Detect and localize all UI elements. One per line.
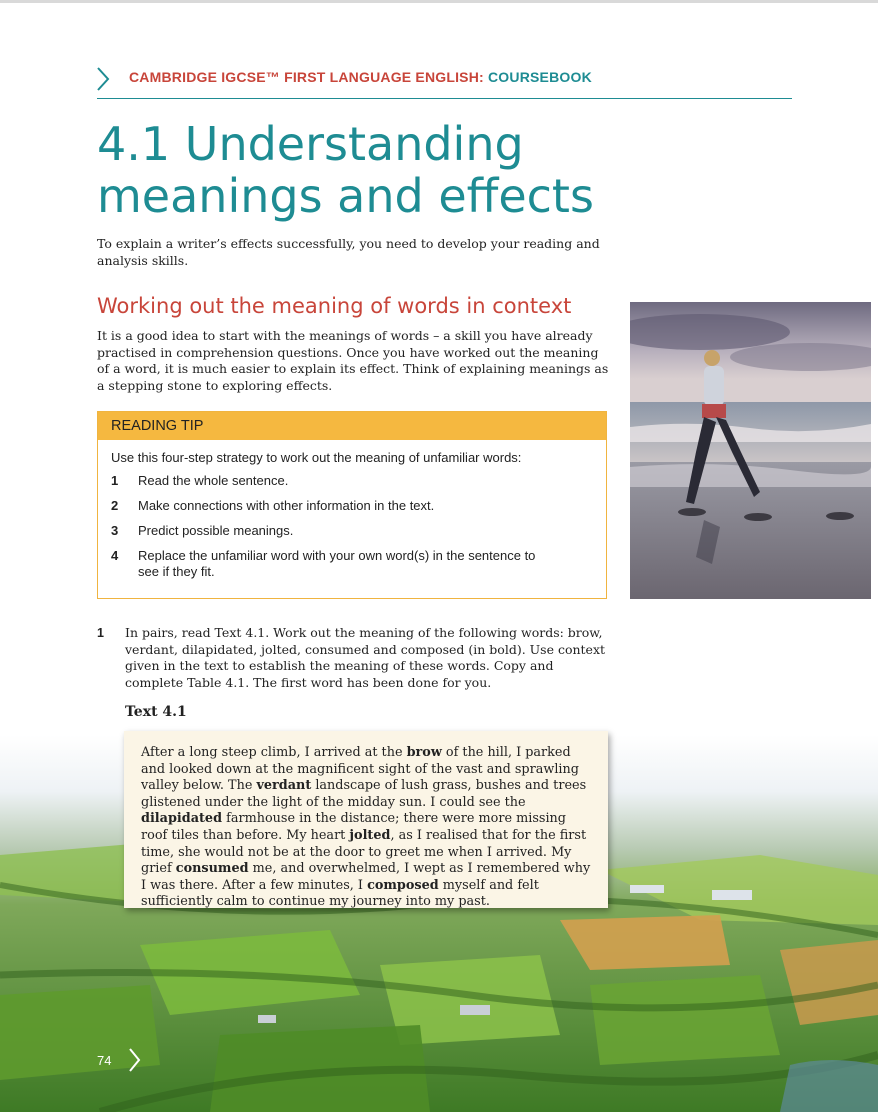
text-4-1-passage [124, 731, 608, 908]
step-number: 3 [111, 523, 119, 538]
bold-word-brow: brow [406, 745, 442, 760]
intro-text: To explain a writer’s effects successfully, you need to develop your reading and analysis skills. [97, 236, 600, 268]
passage-text: me, and overwhelmed, I wept as I remembered why I was there. After a few minutes, I [141, 861, 591, 893]
bold-word-consumed: consumed [175, 861, 249, 877]
running-header [129, 69, 592, 85]
beach-child-photo [630, 302, 871, 599]
header-book-label: COURSEBOOK [488, 69, 592, 85]
reading-tip-steps [98, 473, 606, 580]
question-number: 1 [97, 626, 104, 640]
section-paragraph: It is a good idea to start with the meanings of words – a skill you have already practised in comprehension questions. Once you have worked out the meaning of a word, it is much easier to explain its effect. Think of explaining meanings as a stepping stone to exploring effects. [97, 328, 609, 394]
passage-text: landscape of lush grass, bushes and trees glistened under the light of the midday sun. I could see the [141, 778, 587, 810]
question-text: In pairs, read Text 4.1. Work out the meaning of the following words: brow, verdant, dilapidated, jolted, consumed and composed (in bold). Use context given in the text to establish the meaning of these words. Copy and complete Table 4.1. The first word has been done for you. [125, 625, 606, 691]
step-number: 2 [111, 498, 119, 513]
passage-text: farmhouse in the distance; there were more missing roof tiles than before. My heart [141, 811, 566, 843]
step-text: Replace the unfamiliar word with your own word(s) in the sentence to see if they fit. [138, 548, 536, 579]
step-text: Read the whole sentence. [138, 473, 289, 488]
list-item [98, 498, 606, 514]
chevron-right-icon [128, 1047, 142, 1073]
bold-word-composed: composed [367, 877, 439, 893]
step-text: Make connections with other information in the text. [138, 498, 435, 513]
step-number: 1 [111, 473, 119, 488]
section-heading: Working out the meaning of words in context [97, 294, 572, 318]
bold-word-dilapidated: dilapidated [141, 811, 223, 827]
step-number: 4 [111, 548, 119, 563]
header-series-label: CAMBRIDGE IGCSE™ FIRST LANGUAGE ENGLISH: [129, 69, 488, 85]
step-text: Predict possible meanings. [138, 523, 294, 538]
top-border [0, 0, 878, 3]
reading-tip-intro: Use this four-step strategy to work out the meaning of unfamiliar words: [111, 450, 522, 465]
list-item [98, 523, 606, 539]
list-item [98, 548, 606, 580]
chevron-right-icon [95, 66, 113, 92]
page-title: 4.1 Understanding meanings and effects [97, 117, 594, 223]
question-1 [97, 625, 612, 692]
list-item [98, 473, 606, 489]
reading-tip-box [97, 411, 607, 599]
bold-word-verdant: verdant [256, 778, 312, 794]
header-divider [97, 98, 792, 99]
passage-text: , as I realised that for the first time, she would not be at the door to greet me when I arrived. My grief [141, 827, 587, 877]
page-number: 74 [97, 1053, 112, 1068]
passage-text: of the hill, I parked and looked down at the magnificent sight of the vast and sprawling valley below. The [141, 745, 579, 794]
bold-word-jolted: jolted [349, 827, 391, 843]
text-label: Text 4.1 [125, 704, 187, 720]
reading-tip-title: READING TIP [98, 412, 606, 440]
passage-text: myself and felt sufficiently calm to continue my journey into my past. [141, 877, 539, 910]
passage-text: After a long steep climb, I arrived at the [141, 745, 407, 760]
